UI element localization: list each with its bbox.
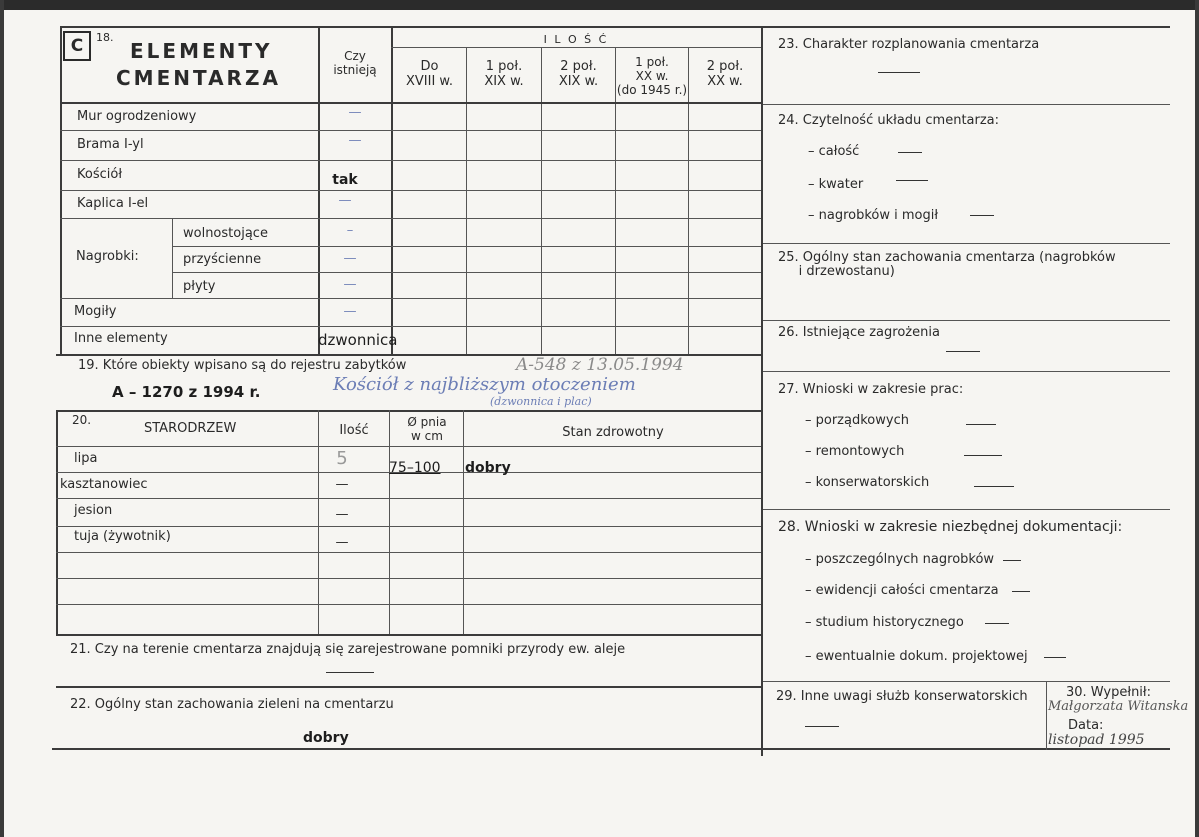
header-title-line1: ELEMENTY (130, 39, 273, 63)
scan-edge-left (0, 0, 4, 837)
q26-text: 26. Istniejące zagrożenia (778, 325, 940, 340)
q28-text: 28. Wnioski w zakresie niezbędnej dokumentacji: (778, 519, 1123, 535)
q25-text: 25. Ogólny stan zachowania cmentarza (nagrobków i drzewostanu) (778, 250, 1116, 280)
section-20-top (56, 410, 761, 412)
header-num: 18. (96, 31, 114, 44)
starodrzew-row-line (56, 526, 761, 527)
q28-dash (1003, 560, 1021, 561)
q29-answer-dash (805, 726, 839, 727)
element-value: tak (332, 172, 358, 188)
q27-bottom (763, 509, 1170, 510)
period-2pol-xx: 2 poł. XX w. (706, 59, 744, 89)
frame-left (60, 26, 62, 356)
frame-middle (761, 26, 763, 756)
element-value: dzwonnica (318, 331, 398, 349)
q19-question: 19. Które obiekty wpisano są do rejestru zabytków (78, 358, 407, 373)
element-label: Brama I-yl (77, 137, 144, 152)
starodrzew-row-line (56, 498, 761, 499)
q28-bottom (763, 681, 1170, 682)
period-1pol-xx: 1 poł. XX w. (do 1945 r.) (616, 55, 688, 97)
q28-item: – ewidencji całości cmentarza (805, 583, 999, 598)
q28-item: – studium historycznego (805, 615, 964, 630)
q27-dash (974, 486, 1014, 487)
element-value: — (348, 133, 362, 148)
tree-stan: dobry (465, 460, 511, 476)
starodrzew-col-pien (389, 410, 390, 635)
starodrzew-col-stan-label: Stan zdrowotny (562, 425, 664, 440)
element-value: — (343, 304, 357, 319)
scan-edge-right (1195, 0, 1199, 837)
row-line (60, 326, 761, 327)
q27-text: 27. Wnioski w zakresie prac: (778, 382, 964, 397)
q19-note-blue: Kościół z najbliższym otoczeniem (333, 374, 636, 395)
tree-name: jesion (74, 503, 113, 518)
section-21-top (56, 634, 761, 636)
element-label: przyścienne (183, 252, 262, 267)
nagrobki-label: Nagrobki: (76, 249, 139, 264)
element-label: Mogiły (74, 304, 117, 319)
nagrobki-divider (172, 218, 173, 298)
q24-item: – kwater (808, 177, 864, 192)
q30-label-wypelnil: 30. Wypełnił: (1066, 685, 1151, 700)
q19-note-gray: A-548 z 13.05.1994 (516, 355, 684, 375)
q30-label-data: Data: (1068, 718, 1104, 733)
tree-ilosc: — (335, 535, 349, 550)
q27-item: – remontowych (805, 444, 905, 459)
q24-dash (970, 215, 994, 216)
row-line (60, 130, 761, 131)
header-title-line2: CMENTARZA (116, 66, 281, 90)
q27-item: – porządkowych (805, 413, 909, 428)
row-line (172, 246, 761, 247)
starodrzew-left (56, 410, 58, 635)
q24-bottom (763, 243, 1170, 244)
q22-text: 22. Ogólny stan zachowania zieleni na cmentarzu (70, 697, 394, 712)
q22-answer: dobry (303, 730, 349, 746)
element-value: — (343, 251, 357, 266)
col-period-4 (688, 47, 689, 356)
row-line (172, 272, 761, 273)
starodrzew-row-line (56, 578, 761, 579)
starodrzew-col-pien-label: Ø pnia w cm (407, 415, 447, 443)
q27-item: – konserwatorskich (805, 475, 930, 490)
q24-item: – nagrobków i mogił (808, 208, 939, 223)
starodrzew-row-line (56, 604, 761, 605)
tree-name: tuja (żywotnik) (74, 529, 171, 544)
tree-ilosc: — (335, 477, 349, 492)
card-letter-box: C (63, 31, 91, 61)
q28-item: – ewentualnie dokum. projektowej (805, 649, 1028, 664)
scan-edge-top (0, 0, 1199, 10)
element-label: Inne elementy (74, 331, 168, 346)
starodrzew-col-ilosc (318, 410, 319, 635)
starodrzew-title: STARODRZEW (144, 421, 237, 436)
header-czy-istnieja: Czy istnieją (333, 49, 377, 77)
tree-ilosc: 5 (336, 448, 348, 469)
element-value: — (348, 105, 362, 120)
row-line (60, 298, 761, 299)
col-period-2 (541, 47, 542, 356)
frame-bottom (52, 748, 1170, 750)
q26-answer-dash (946, 351, 980, 352)
element-label: Kościół (77, 167, 123, 182)
starodrzew-col-stan (463, 410, 464, 635)
header-bottom-line (60, 102, 761, 104)
q30-divider (1046, 681, 1047, 750)
element-value: — (338, 193, 352, 208)
row-line (60, 218, 761, 219)
element-label: płyty (183, 279, 216, 294)
element-value: — (343, 277, 357, 292)
q23-text: 23. Charakter rozplanowania cmentarza (778, 37, 1040, 52)
starodrzew-row-line (56, 552, 761, 553)
q19-note-small: (dzwonnica i plac) (490, 395, 592, 408)
q27-dash (964, 455, 1002, 456)
period-2pol-xix: 2 poł. XIX w. (558, 59, 599, 89)
q24-dash (898, 152, 922, 153)
q21-text: 21. Czy na terenie cmentarza znajdują się zarejestrowane pomniki przyrody ew. aleje (70, 642, 626, 657)
q28-dash (1012, 591, 1030, 592)
tree-pien: 75–100 (389, 460, 441, 476)
tree-ilosc: — (335, 507, 349, 522)
q26-bottom (763, 371, 1170, 372)
q25-bottom (763, 320, 1170, 321)
tree-name: kasztanowiec (60, 477, 148, 492)
q24-dash (896, 180, 928, 181)
header-ilosc: I L O Ś Ć (543, 33, 609, 46)
q23-bottom (763, 104, 1170, 105)
q30-name: Małgorzata Witanska (1048, 699, 1189, 714)
q30-date: listopad 1995 (1048, 732, 1145, 748)
q21-answer-dash (326, 672, 374, 673)
tree-name: lipa (74, 451, 98, 466)
col-period-1 (466, 47, 467, 356)
element-value: – (346, 223, 354, 238)
q28-item: – poszczególnych nagrobków (805, 552, 995, 567)
frame-top (60, 26, 1170, 28)
q29-text: 29. Inne uwagi służb konserwatorskich (776, 689, 1028, 704)
row-line (60, 190, 761, 191)
q24-item: – całość (808, 144, 860, 159)
starodrzew-num: 20. (72, 413, 92, 427)
element-label: Mur ogrodzeniowy (77, 109, 197, 124)
row-line (60, 160, 761, 161)
element-label: wolnostojące (183, 226, 268, 241)
q19-answer: A – 1270 z 1994 r. (112, 383, 261, 401)
element-label: Kaplica I-el (77, 196, 149, 211)
q28-dash (985, 623, 1009, 624)
period-do-xviii: Do XVIII w. (405, 59, 453, 89)
period-1pol-xix: 1 poł. XIX w. (484, 59, 524, 89)
q28-dash (1044, 657, 1066, 658)
q24-text: 24. Czytelność układu cmentarza: (778, 113, 1000, 128)
q23-answer-dash (878, 72, 920, 73)
starodrzew-col-ilosc-label: Ilość (339, 423, 369, 438)
starodrzew-row-line (56, 446, 761, 447)
ilosc-underline (391, 47, 761, 48)
q27-dash (966, 424, 996, 425)
section-22-top (56, 686, 761, 688)
